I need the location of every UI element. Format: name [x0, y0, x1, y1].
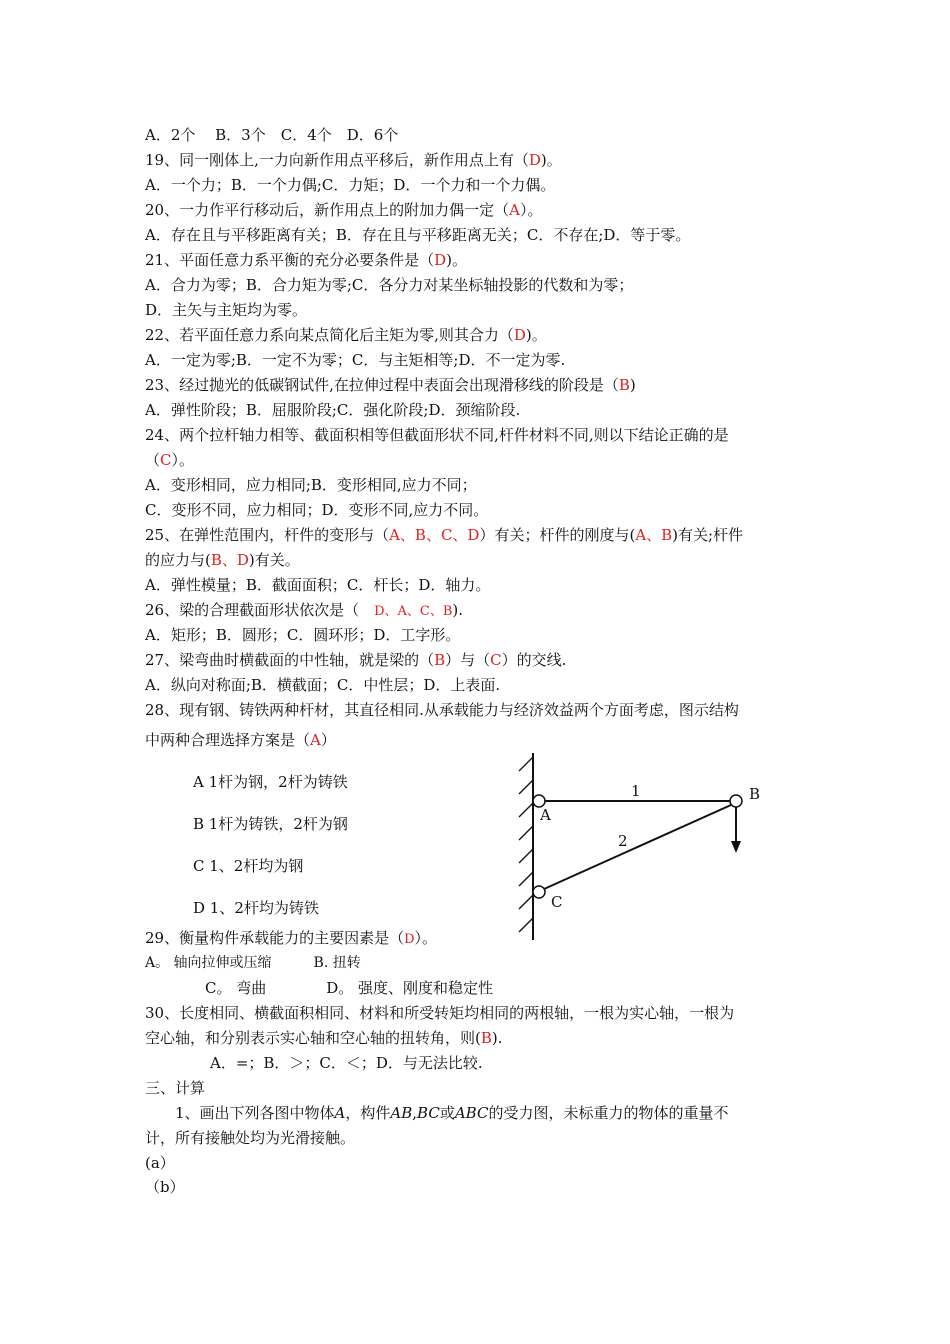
q27-options: A．纵向对称面;B．横截面；C．中性层；D．上表面.	[145, 676, 501, 694]
q19-options: A．一个力；B．一个力偶;C．力矩；D．一个力和一个力偶。	[145, 176, 556, 194]
q25-line1	[145, 525, 743, 545]
q27-text-3: ）的交线.	[501, 651, 567, 669]
q20-options: A．存在且与平移距离有关；B．存在且与平移距离无关；C．不存在;D．等于零。	[145, 226, 691, 244]
q24-open: （	[145, 451, 161, 469]
q28-line2	[145, 730, 336, 750]
calc-1-line2: 计，所有接触处均为光滑接触。	[145, 1129, 356, 1147]
label-bar-1: 1	[631, 782, 641, 800]
q24-line1: 24、两个拉杆轴力相等、截面积相等但截面形状不同,杆件材料不同,则以下结论正确的是	[145, 426, 729, 444]
q30-text: 空心轴，和分别表示实心轴和空心轴的扭转角，则(	[145, 1029, 481, 1047]
calc-1-text-2: ，构件	[345, 1104, 391, 1122]
q30-line2	[145, 1028, 503, 1048]
joint-c	[533, 886, 545, 898]
q30-options: A．=；B．＞；C．＜；D．与无法比较.	[210, 1054, 483, 1072]
calc-1-member-ab: AB	[390, 1104, 413, 1122]
q19	[145, 150, 562, 170]
q26-text: 26、梁的合理截面形状依次是（	[145, 601, 375, 619]
q24-end: ）。	[171, 451, 195, 469]
q21-options-2: D．主矢与主矩均为零。	[145, 301, 308, 319]
q29	[145, 928, 437, 950]
q27-text-2: ）与（	[445, 651, 491, 669]
q26-answer: D、A、C、B	[374, 604, 453, 619]
label-point-b: B	[749, 785, 761, 803]
q25-line2	[145, 550, 300, 570]
q26-options: A．矩形；B．圆形；C．圆环形；D．工字形。	[145, 626, 461, 644]
q23	[145, 375, 636, 395]
q28-option-c: C 1、2杆均为钢	[193, 857, 304, 875]
label-point-c: C	[551, 893, 563, 911]
q28-text: 中两种合理选择方案是（	[145, 731, 311, 749]
calc-1-member-abc: ABC	[454, 1104, 489, 1122]
q22	[145, 325, 547, 345]
calc-1-text-4: 的受力图，未标重力的物体的重量不	[488, 1104, 729, 1122]
q23-options: A．弹性阶段；B．屈服阶段;C．强化阶段;D．颈缩阶段.	[145, 401, 521, 419]
q25-answer-2: A、B	[635, 526, 673, 544]
q21-end: )。	[446, 251, 467, 269]
section-3-heading: 三、计算	[145, 1079, 206, 1097]
q28-option-d: D 1、2杆均为铸铁	[193, 899, 319, 917]
calc-1-comma: ,	[412, 1104, 418, 1122]
q29-options-1: A。 轴向拉伸或压缩 B. 扭转	[145, 955, 361, 971]
q25-text-1: 25、在弹性范围内，杆件的变形与（	[145, 526, 390, 544]
label-point-a: A	[540, 806, 551, 824]
q25-answer-1: A、B、C、D	[389, 526, 480, 544]
q27-text-1: 27、梁弯曲时横截面的中性轴，就是梁的（	[145, 651, 435, 669]
q19-text: 19、同一刚体上,一力向新作用点平移后，新作用点上有（	[145, 151, 529, 169]
calc-1-body-a: A	[334, 1104, 346, 1122]
q29-text: 29、衡量构件承载能力的主要因素是（	[145, 929, 405, 947]
q21-options-1: A．合力为零；B．合力矩为零;C．各分力对某坐标轴投影的代数和为零；	[145, 276, 634, 294]
q19-answer: D	[528, 151, 541, 169]
q23-end: )	[629, 376, 636, 394]
q25-text-5: )有关。	[248, 551, 300, 569]
q27-answer-1: B	[434, 651, 446, 669]
q29-options-2: C。 弯曲 D。 强度、刚度和稳定性	[205, 979, 494, 997]
q20-text: 20、一力作平行移动后，新作用点上的附加力偶一定（	[145, 201, 510, 219]
q28-line1: 28、现有钢、铸铁两种杆材，其直径相同.从承载能力与经济效益两个方面考虑，图示结构	[145, 701, 739, 719]
load-arrow-head	[731, 841, 741, 853]
wall-hatching	[519, 757, 533, 932]
q22-end: )。	[525, 326, 547, 344]
calc-1-text-1: 1、画出下列各图中物体	[175, 1104, 335, 1122]
q22-options: A．一定为零;B．一定不为零；C．与主矩相等;D．不一定为零.	[145, 351, 566, 369]
q20-end: ）。	[519, 201, 543, 219]
truss-figure	[505, 745, 795, 950]
q26-end: ).	[452, 601, 464, 619]
q21	[145, 250, 467, 270]
q30-line1: 30、长度相同、横截面积相同、材料和所受转矩均相同的两根轴，一根为实心轴，一根为	[145, 1004, 735, 1022]
q22-answer: D	[513, 326, 526, 344]
q24-answer: C	[160, 451, 172, 469]
q20	[145, 200, 542, 220]
q29-end: ）。	[414, 929, 438, 947]
q23-text: 23、经过抛光的低碳钢试件,在拉伸过程中表面会出现滑移线的阶段是（	[145, 376, 619, 394]
q27	[145, 650, 566, 670]
q28-end: ）	[320, 731, 336, 749]
q28-answer: A	[310, 731, 321, 749]
q21-text: 21、平面任意力系平衡的充分必要条件是（	[145, 251, 435, 269]
calc-1-line1	[175, 1103, 728, 1123]
q27-answer-2: C	[490, 651, 502, 669]
q30-end: ).	[491, 1029, 503, 1047]
q23-answer: B	[618, 376, 630, 394]
q28-option-a: A 1杆为钢，2杆为铸铁	[193, 773, 348, 791]
bar-2	[544, 805, 731, 889]
q25-text-3: )有关;杆件	[672, 526, 744, 544]
label-bar-2: 2	[618, 832, 628, 850]
q28-option-b: B 1杆为铸铁，2杆为钢	[193, 815, 348, 833]
calc-1-part-a: (a）	[145, 1154, 175, 1172]
q25-answer-3: B、D	[210, 551, 249, 569]
q26	[145, 600, 463, 622]
q19-end: )。	[540, 151, 562, 169]
q20-answer: A	[509, 201, 520, 219]
q25-options: A．弹性模量；B．截面面积；C．杆长；D．轴力。	[145, 576, 491, 594]
q24-line2	[145, 450, 194, 470]
q22-text: 22、若平面任意力系向某点简化后主矩为零,则其合力（	[145, 326, 514, 344]
q25-text-4: 的应力与(	[145, 551, 211, 569]
q24-options-1: A．变形相同，应力相同;B．变形相同,应力不同；	[145, 476, 477, 494]
q18-options: A．2个 B．3个 C．4个 D．6个	[145, 126, 399, 144]
calc-1-part-b: （b）	[145, 1178, 185, 1196]
q21-answer: D	[434, 251, 447, 269]
q25-text-2: ）有关；杆件的刚度与(	[479, 526, 636, 544]
q24-options-2: C．变形不同，应力相同；D．变形不同,应力不同。	[145, 501, 489, 519]
q30-answer: B	[480, 1029, 492, 1047]
joint-b	[730, 795, 742, 807]
q29-answer: D	[404, 932, 415, 947]
calc-1-member-bc: BC	[417, 1104, 440, 1122]
calc-1-text-3: 或	[439, 1104, 455, 1122]
